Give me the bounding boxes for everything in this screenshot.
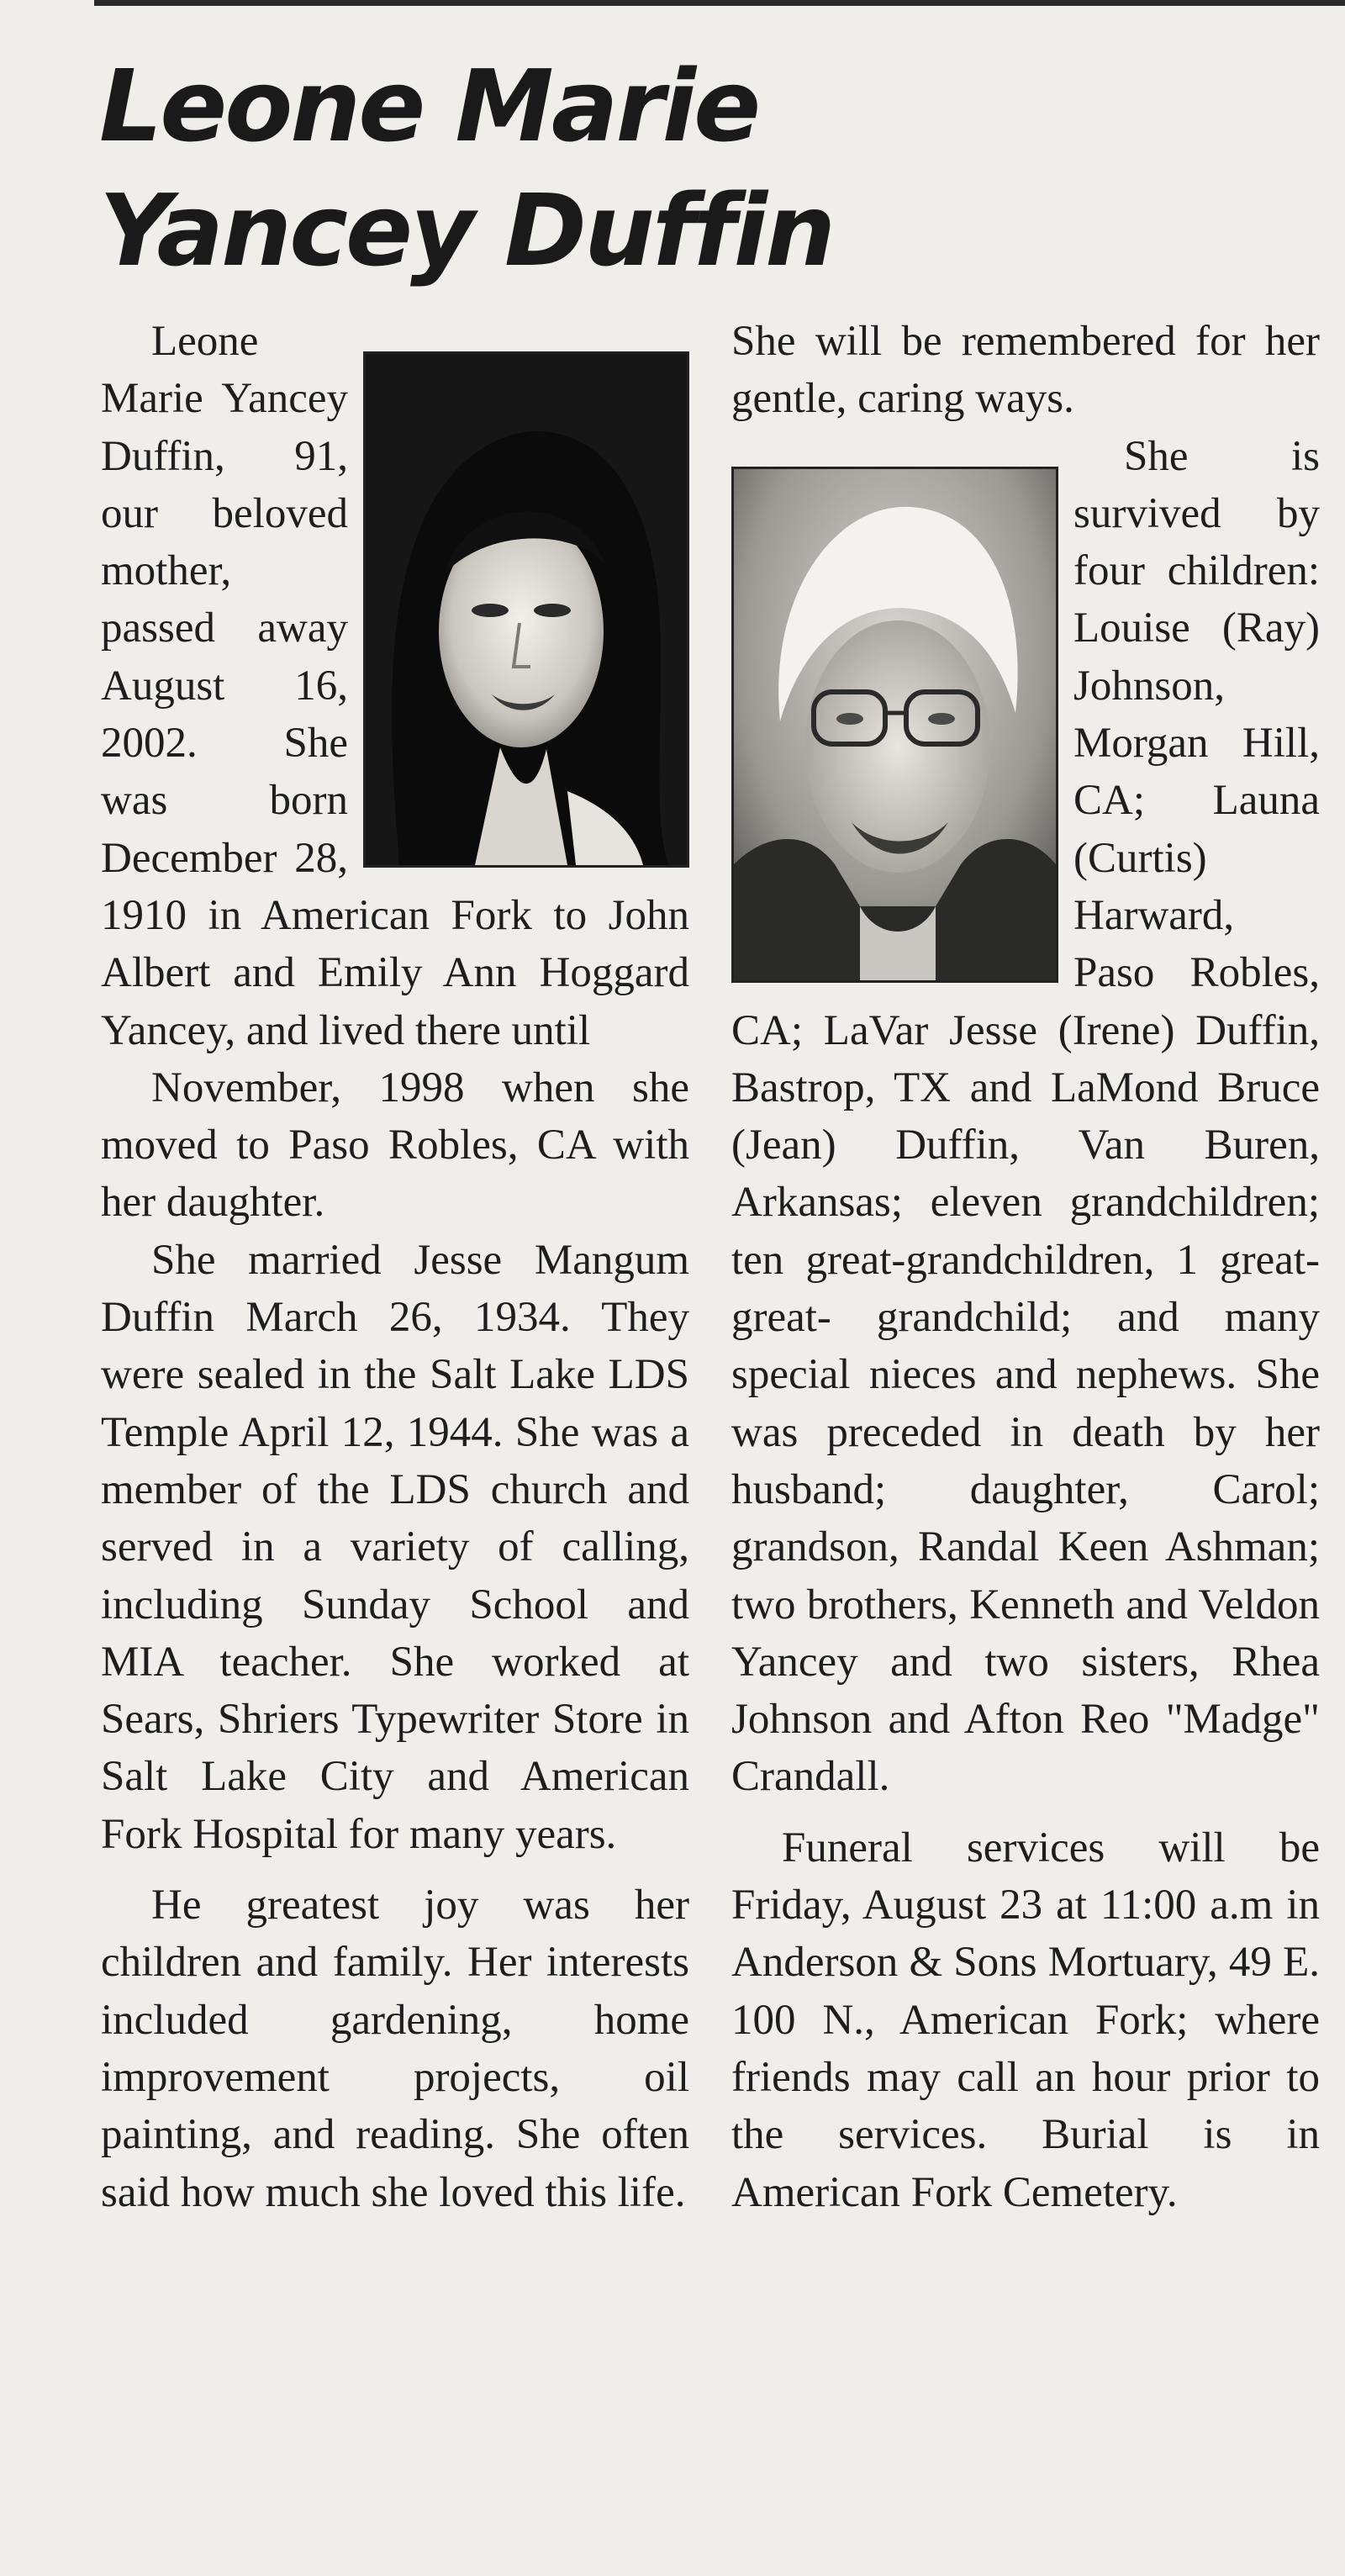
obituary-paragraph-6: She is survived by four children: Louise (Ray) Johnson, Morgan Hill, CA; Launa (Curtis) Harward, Paso Robles, CA; LaVar Jesse (Irene) Duffin, Bastrop, TX and LaMond Bruce (Jean) Duffin, Van Buren, Arkansas; eleven grandchildren; ten great-grandchildren, 1 great-great- grandchild; and many special nieces and nephews. She was preceded in death by her husband; daughter, Carol; grandson, Randal Keen Ashman; two brothers, Kenneth and Veldon Yancey and two sisters, Rhea Johnson and Afton Reo "Madge" Crandall. — [731, 432, 1320, 1801]
obituary-paragraph-5: She will be remembered for her gentle, caring ways. — [731, 318, 1320, 423]
headline-line-1: Leone Marie — [99, 48, 759, 164]
obituary-paragraph-2: November, 1998 when she moved to Paso Robles, CA with her daughter. — [101, 1064, 689, 1227]
elderly-portrait-photo — [731, 467, 1058, 983]
obituary-headline — [99, 44, 833, 293]
headline-line-2: Yancey Duffin — [99, 172, 834, 288]
obituary-paragraph-7: Funeral services will be Friday, August 23 at 11:00 a.m in Anderson & Sons Mortuary, 49 E. 100 N., American Fork; where friends may call an hour prior to the services. Burial is in American Fork Cemetery. — [731, 1824, 1320, 2216]
obituary-paragraph-1: Leone Marie Yancey Duffin, 91, our beloved mother, passed away August 16, 2002. She was born December 28, 1910 in American Fork to John Albert and Emily Ann Hoggard Yancey, and lived there until — [101, 318, 689, 1054]
young-portrait-image — [366, 354, 687, 865]
left-column — [101, 313, 689, 2221]
top-rule — [94, 0, 1345, 6]
elderly-portrait-image — [734, 469, 1056, 980]
right-column — [731, 313, 1320, 2221]
obituary-paragraph-3: She married Jesse Mangum Duffin March 26, 1934. They were sealed in the Salt Lake LDS Temple April 12, 1944. She was a member of the LDS church and served in a variety of calling, including Sunday School and MIA teacher. She worked at Sears, Shriers Typewriter Store in Salt Lake City and American Fork Hospital for many years. — [101, 1236, 689, 1858]
obituary-paragraph-4: He greatest joy was her children and family. Her interests included gardening, home improvement projects, oil painting, and reading. She often said how much she loved this life. — [101, 1882, 689, 2216]
young-portrait-photo — [363, 351, 689, 868]
